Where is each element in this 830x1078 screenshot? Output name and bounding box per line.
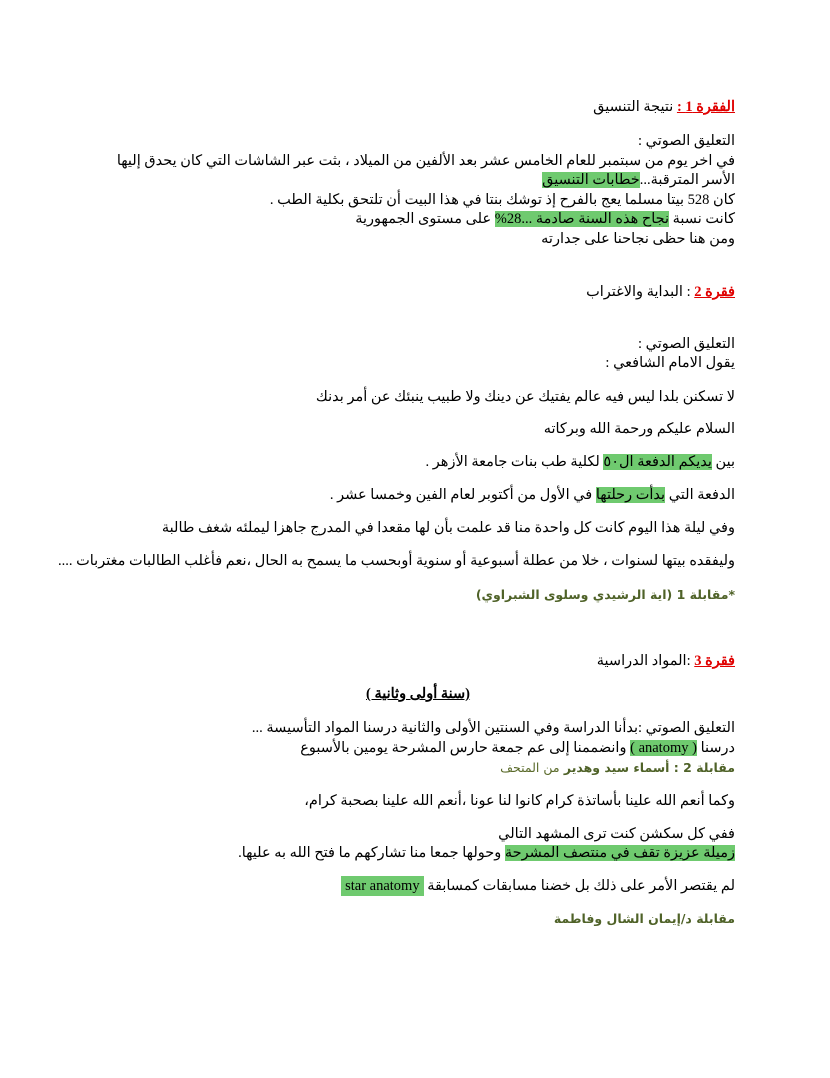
s2-start-line: [330, 487, 735, 504]
interview-1: *مقابلة 1 (اية الرشيدي وسلوى الشبراوي): [475, 587, 735, 602]
section-1-heading: [593, 99, 735, 116]
s1-line-4: [355, 211, 735, 228]
highlight-success-rate: نجاح هذه السنة صادمة ...28%: [494, 211, 670, 227]
section-2-title: : البداية والاغتراب: [586, 284, 695, 300]
interview-2-place: من المتحف: [500, 760, 560, 775]
interview-3: مقابلة د/إيمان الشال وفاطمة: [553, 911, 735, 926]
highlight-star-anatomy: star anatomy: [341, 876, 424, 896]
s3-line-1: التعليق الصوتي :بدأنا الدراسة وفي السنتين الأولى والثانية درسنا المواد التأسيسة ...: [251, 720, 735, 736]
s1-line-2-text: الأسر المترقبة...: [639, 172, 735, 188]
section-1-title: نتيجة التنسيق: [593, 99, 677, 115]
s1-line-4-c: على مستوى الجمهورية: [355, 211, 495, 227]
highlight-colleague: زميلة عزيزة تقف في منتصف المشرحة: [504, 845, 735, 861]
s1-line-5: ومن هنا حظى نجاحنا على جدارته: [541, 231, 735, 247]
s3-competition-a: لم يقتصر الأمر على ذلك بل خضنا مسابقات كمسابقة: [423, 878, 735, 894]
s3-section-line: ففي كل سكشن كنت ترى المشهد التالي: [498, 826, 735, 842]
section-2-heading: [586, 284, 735, 301]
s2-night-line: وفي ليلة هذا اليوم كانت كل واحدة منا قد علمت بأن لها مقعدا في المدرج جاهزا ليملئه شغف طالبة: [161, 520, 735, 536]
s2-start-a: الدفعة التي: [665, 487, 735, 503]
s2-start-c: في الأول من أكتوبر لعام الفين وخمسا عشر .: [329, 487, 596, 503]
section-1-label: الفقرة 1 :: [676, 99, 735, 115]
s2-batch-a: بين: [711, 454, 735, 470]
section-3-subtitle: (سنة أولى وثانية ): [366, 686, 471, 702]
s3-line-2-a: درسنا: [696, 740, 735, 756]
s1-line-4-a: كانت نسبة: [669, 211, 735, 227]
highlight-journey-start: بدأت رحلتها: [595, 487, 666, 503]
s2-batch-c: لكلية طب بنات جامعة الأزهر .: [425, 454, 604, 470]
section-3-label: فقرة 3: [694, 653, 735, 669]
s2-voice-label: التعليق الصوتي :: [638, 336, 735, 352]
s2-home-line: وليفقده بيتها لسنوات ، خلا من عطلة أسبوعية أو سنوية أوبحسب ما يسمح به الحال ،نعم فأغلب الطالبات مغتربات ....: [57, 553, 735, 569]
s2-batch-line: [426, 454, 735, 471]
s1-line-3: كان 528 بيتا مسلما يعج بالفرح إذ توشك بنتا في هذا البيت أن تلتحق بكلية الطب .: [269, 192, 735, 208]
highlight-anatomy: ( anatomy ): [630, 740, 697, 756]
section-3-title: :المواد الدراسية: [596, 653, 695, 669]
s1-voice-label: التعليق الصوتي :: [638, 133, 735, 149]
s3-scene-line: [238, 845, 735, 862]
interview-2: [500, 759, 735, 777]
s3-line-2: [300, 740, 735, 757]
highlight-coordination-letters: خطابات التنسيق: [542, 172, 640, 188]
section-3-heading: [597, 653, 735, 670]
s1-line-2: [542, 172, 735, 189]
s3-line-2-c: وانضممنا إلى عم جمعة حارس المشرحة يومين بالأسبوع: [300, 740, 631, 756]
s2-quote-intro: يقول الامام الشافعي :: [605, 355, 735, 371]
highlight-batch-50: يديكم الدفعة ال٥٠: [603, 454, 712, 470]
s1-line-1: في اخر يوم من سبتمبر للعام الخامس عشر بعد الألفين من الميلاد ، بثت عبر الشاشات التي كان يحدق إليها: [116, 153, 735, 169]
s3-scene-b: وحولها جمعا منا تشاركهم ما فتح الله به عليها.: [238, 845, 505, 861]
s2-quote: لا تسكنن بلدا ليس فيه عالم يفتيك عن دينك ولا طبيب ينبئك عن أمر بدنك: [315, 389, 735, 405]
s3-thanks-line: وكما أنعم الله علينا بأساتذة كرام كانوا لنا عونا ،أنعم الله علينا بصحبة كرام،: [304, 793, 735, 809]
section-2-label: فقرة 2: [694, 284, 735, 300]
s3-competition-line: [341, 878, 735, 895]
interview-2-names: مقابلة 2 : أسماء سيد وهدير: [559, 760, 735, 775]
s2-greeting: السلام عليكم ورحمة الله وبركاته: [543, 421, 735, 437]
